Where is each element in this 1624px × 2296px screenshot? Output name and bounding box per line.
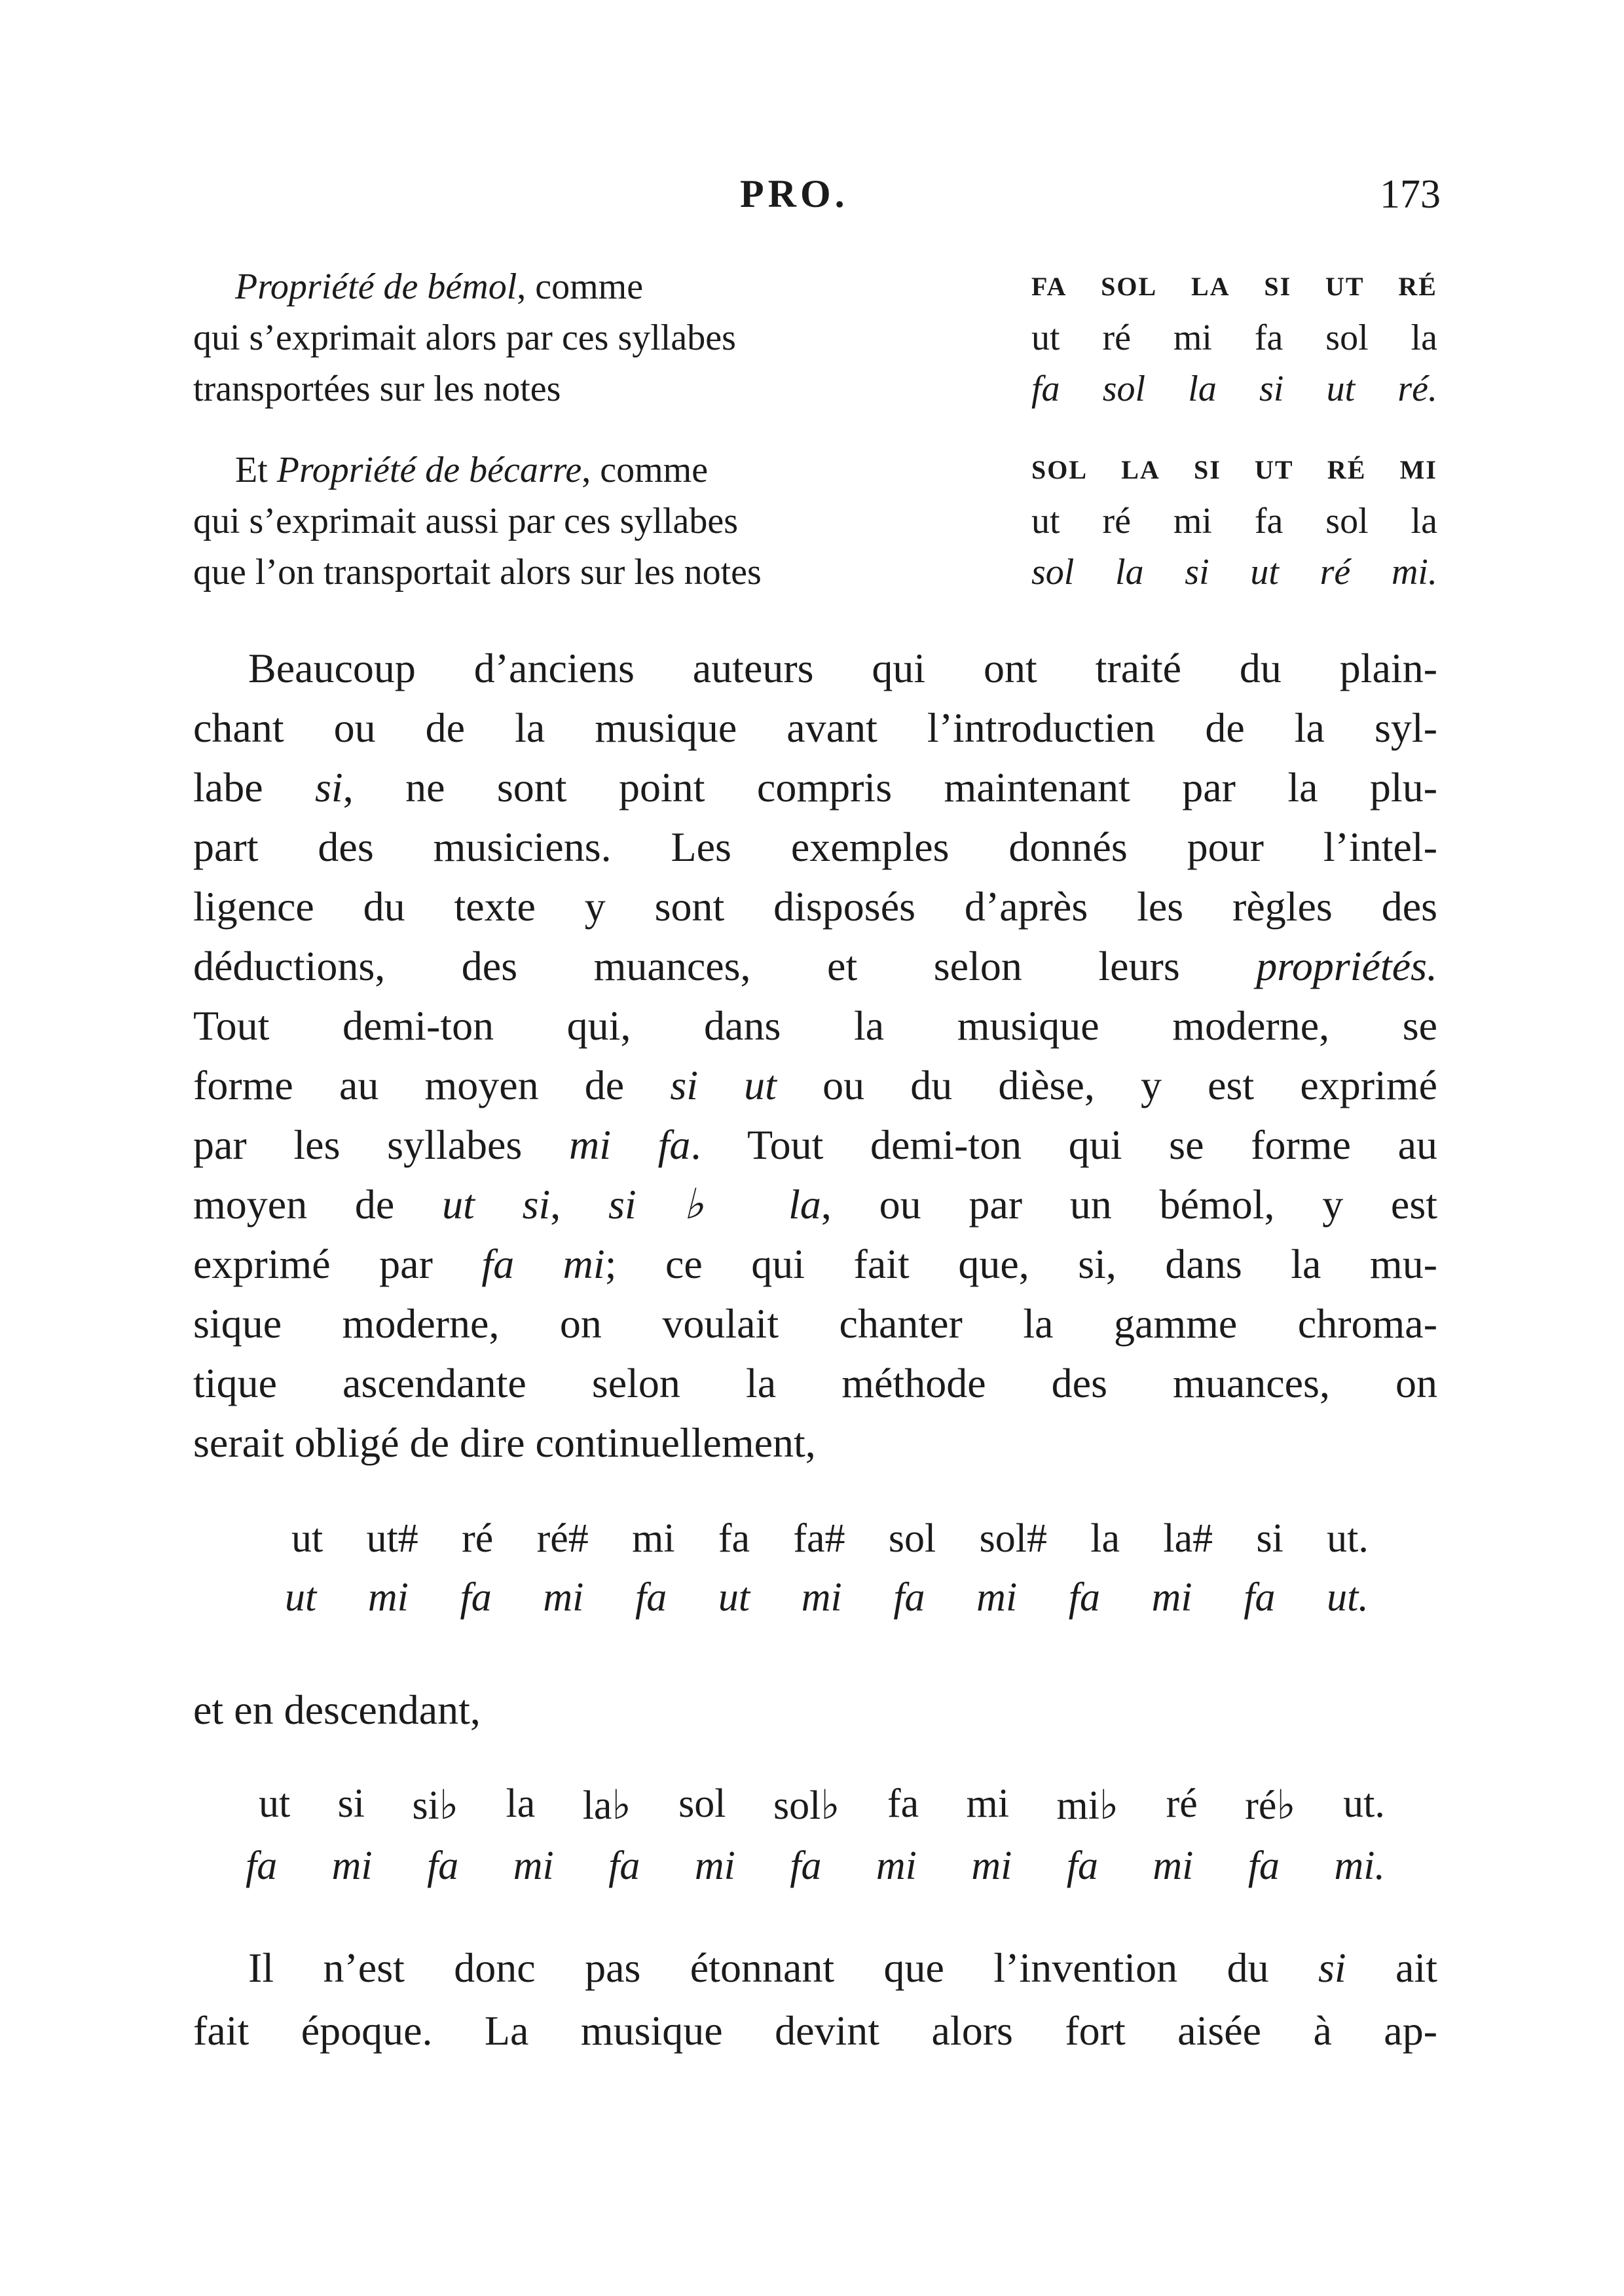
ascending-notes-item: fa# bbox=[793, 1516, 845, 1561]
descending-syllables-item: fa bbox=[1066, 1844, 1098, 1888]
becarre-notes-item: ut bbox=[1031, 501, 1060, 541]
bemol-sung-item: si bbox=[1259, 369, 1284, 409]
descending-syllables-item: mi bbox=[694, 1844, 735, 1888]
descending-syllables-item: mi bbox=[876, 1844, 917, 1888]
ascending-syllables-item: mi bbox=[801, 1575, 842, 1620]
bemol-syllables-item: UT bbox=[1325, 272, 1365, 301]
becarre-notes-item: la bbox=[1411, 501, 1437, 541]
becarre-term: Propriété de bécarre bbox=[276, 450, 582, 490]
descending-notes-item: sol bbox=[678, 1781, 726, 1826]
bemol-term: Propriété de bémol bbox=[235, 266, 517, 307]
becarre-notes-item: ré bbox=[1102, 501, 1131, 541]
becarre-sung-item: mi. bbox=[1391, 552, 1437, 592]
becarre-row-1: Et Propriété de bécarre, comme SOL LA SI UT RÉ MI bbox=[193, 445, 1437, 495]
becarre-notes-item: fa bbox=[1254, 501, 1283, 541]
descending-syllables-item: mi bbox=[331, 1844, 373, 1888]
becarre-notes-item: mi bbox=[1173, 501, 1212, 541]
page-number: 173 bbox=[1380, 172, 1441, 217]
becarre-sung-item: la bbox=[1115, 552, 1144, 592]
becarre-syllables-item: SI bbox=[1194, 455, 1221, 484]
becarre-syllables-item: UT bbox=[1255, 455, 1294, 484]
ascending-notes-item: la# bbox=[1163, 1516, 1213, 1561]
ascending-notes-item: ré bbox=[462, 1516, 494, 1561]
bemol-notes-item: mi bbox=[1173, 318, 1212, 358]
descending-notes bbox=[259, 1781, 1385, 1829]
ascending-notes bbox=[291, 1516, 1369, 1562]
ascending-syllables-item: fa bbox=[1244, 1575, 1276, 1620]
descending-notes-item: la bbox=[506, 1781, 536, 1826]
bemol-sung-item: ré. bbox=[1397, 369, 1437, 409]
becarre-syllables-item: SOL bbox=[1031, 455, 1088, 484]
bemol-syllables-item: SOL bbox=[1101, 272, 1158, 301]
ascending-syllables-item: mi bbox=[367, 1575, 409, 1620]
descending-syllables-item: fa bbox=[427, 1844, 459, 1888]
ascending-notes-item: ut. bbox=[1327, 1516, 1369, 1561]
becarre-syllables-item: RÉ bbox=[1327, 455, 1367, 484]
becarre-syllables-item: MI bbox=[1399, 455, 1437, 484]
bemol-notes-item: ut bbox=[1031, 318, 1060, 358]
descending-notes-item: si♭ bbox=[412, 1783, 459, 1828]
descending-notes-item: ré bbox=[1166, 1781, 1198, 1826]
becarre-sung-item: sol bbox=[1031, 552, 1075, 592]
ascending-notes-item: fa bbox=[718, 1516, 750, 1561]
bemol-sung-item: ut bbox=[1326, 369, 1356, 409]
running-head: PRO. bbox=[740, 172, 849, 215]
ascending-notes-item: sol bbox=[888, 1516, 936, 1561]
bemol-sung-item: la bbox=[1188, 369, 1217, 409]
descending-notes-item: la♭ bbox=[582, 1783, 631, 1828]
main-paragraph: Beaucoup d’anciens auteurs qui ont traité du plain- chant ou de la musique avant l’introductien de la syl- labe si, ne sont point compris maintenant par la plu- part des musiciens. Les exemples donnés pour l’intel- ligence du texte y sont disposés d’après les règles des déductions, des muances, et selon leurs propriétés. Tout demi-ton qui, dans la musique moderne, se forme au moyen de si ut ou du dièse, y est exprimé par les syllabes mi fa. Tout demi-ton qui se forme au moyen de ut si, si ♭ la, ou par un bémol, y est exprimé par fa mi; ce qui fait que, si, dans la mu- sique moderne, on voulait chanter la gamme chroma- tique ascendante selon la méthode des muances, on serait obligé de dire continuellement, bbox=[193, 645, 1438, 1466]
descending-label: et en descendant, bbox=[193, 1686, 481, 1733]
ascending-notes-item: sol# bbox=[979, 1516, 1047, 1561]
descending-syllables-item: fa bbox=[790, 1844, 822, 1888]
ascending-notes-item: la bbox=[1090, 1516, 1120, 1561]
ascending-syllables-item: fa bbox=[635, 1575, 667, 1620]
bemol-sung bbox=[1031, 364, 1437, 414]
ascending-syllables bbox=[285, 1575, 1369, 1621]
bemol-sung-item: sol bbox=[1102, 369, 1146, 409]
becarre-syllables bbox=[1031, 445, 1437, 495]
ascending-syllables-item: ut. bbox=[1327, 1575, 1369, 1620]
descending-syllables-item: mi bbox=[1153, 1844, 1194, 1888]
bemol-notes-item: ré bbox=[1102, 318, 1131, 358]
descending-notes-item: fa bbox=[887, 1781, 919, 1826]
descending-syllables-item: mi bbox=[513, 1844, 554, 1888]
descending-notes-item: ut. bbox=[1343, 1781, 1385, 1826]
descending-syllables-item: mi bbox=[971, 1844, 1012, 1888]
becarre-notes-item: sol bbox=[1325, 501, 1369, 541]
bemol-syllables-item: RÉ bbox=[1398, 272, 1437, 301]
descending-syllables bbox=[246, 1843, 1385, 1889]
ascending-syllables-item: fa bbox=[460, 1575, 492, 1620]
becarre-syllables-item: LA bbox=[1121, 455, 1160, 484]
bemol-row-1: Propriété de bémol, comme FA SOL LA SI UT RÉ bbox=[193, 262, 1437, 312]
bemol-row-3: transportées sur les notes fa sol la si ut ré. bbox=[193, 364, 1437, 414]
descending-notes-item: sol♭ bbox=[773, 1783, 840, 1828]
ascending-notes-item: si bbox=[1256, 1516, 1283, 1561]
descending-syllables-item: fa bbox=[1247, 1844, 1280, 1888]
descending-syllables-item: mi. bbox=[1334, 1844, 1385, 1888]
ascending-notes-item: ré# bbox=[536, 1516, 589, 1561]
becarre-sung-item: si bbox=[1185, 552, 1209, 592]
bemol-sung-item: fa bbox=[1031, 369, 1060, 409]
becarre-notes bbox=[1031, 496, 1437, 546]
descending-syllables-item: fa bbox=[608, 1844, 640, 1888]
descending-notes-item: ut bbox=[259, 1781, 291, 1826]
bemol-notes bbox=[1031, 313, 1437, 363]
becarre-sung-item: ré bbox=[1320, 552, 1351, 592]
bemol-notes-item: sol bbox=[1325, 318, 1369, 358]
ascending-syllables-item: mi bbox=[1151, 1575, 1192, 1620]
ascending-notes-item: ut# bbox=[366, 1516, 418, 1561]
descending-notes-item: si bbox=[337, 1781, 365, 1826]
bemol-syllables bbox=[1031, 262, 1437, 312]
final-paragraph: Il n’est donc pas étonnant que l’invention du si ait fait époque. La musique devint alors fort aisée à ap- bbox=[193, 1944, 1438, 2054]
ascending-syllables-item: mi bbox=[543, 1575, 584, 1620]
bemol-syllables-item: FA bbox=[1031, 272, 1067, 301]
ascending-notes-item: ut bbox=[291, 1516, 323, 1561]
descending-syllables-item: fa bbox=[246, 1844, 278, 1888]
becarre-sung-item: ut bbox=[1250, 552, 1279, 592]
bemol-syllables-item: SI bbox=[1264, 272, 1292, 301]
bemol-notes-item: la bbox=[1411, 318, 1437, 358]
bemol-syllables-item: LA bbox=[1191, 272, 1230, 301]
ascending-syllables-item: fa bbox=[1068, 1575, 1101, 1620]
descending-notes-item: mi♭ bbox=[1056, 1783, 1119, 1828]
descending-notes-item: mi bbox=[966, 1781, 1010, 1826]
ascending-notes-item: mi bbox=[632, 1516, 675, 1561]
ascending-syllables-item: mi bbox=[976, 1575, 1018, 1620]
ascending-syllables-item: ut bbox=[718, 1575, 750, 1620]
becarre-row-2: qui s’exprimait aussi par ces syllabes ut ré mi fa sol la bbox=[193, 496, 1437, 546]
descending-notes-item: ré♭ bbox=[1245, 1783, 1296, 1828]
becarre-sung bbox=[1031, 547, 1437, 597]
ascending-syllables-item: fa bbox=[893, 1575, 925, 1620]
bemol-row-2: qui s’exprimait alors par ces syllabes ut ré mi fa sol la bbox=[193, 313, 1437, 363]
bemol-notes-item: fa bbox=[1254, 318, 1283, 358]
becarre-row-3: que l’on transportait alors sur les notes sol la si ut ré mi. bbox=[193, 547, 1437, 597]
ascending-syllables-item: ut bbox=[285, 1575, 317, 1620]
